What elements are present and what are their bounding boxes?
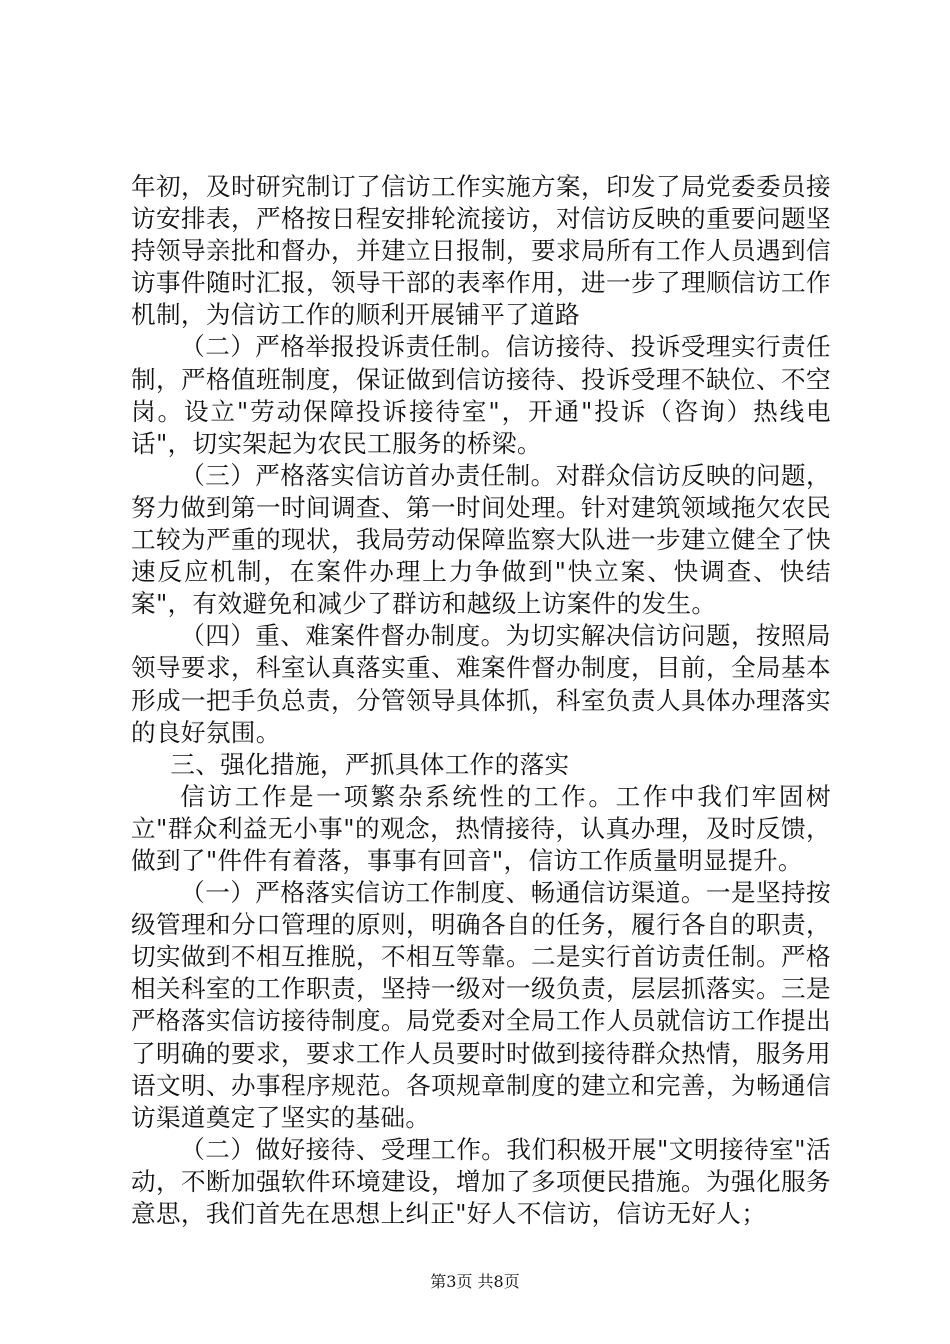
paragraph-system-channels: （一）严格落实信访工作制度、畅通信访渠道。一是坚持按级管理和分口管理的原则，明确各自的任务，履行各自的职责，切实做到不相互推脱，不相互等靠。二是实行首访责任制。严格相关科室的工作职责，坚持一级对一级负责，层层抓落实。三是严格落实信访接待制度。局党委对全局工作人员就信访工作提出了明确的要求，要求工作人员要时时做到接待群众热情，服务用语文明、办事程序规范。各项规章制度的建立和完善，为畅通信访渠道奠定了坚实的基础。	[131, 878, 831, 1132]
paragraph-difficult-cases: （四）重、难案件督办制度。为切实解决信访问题，按照局领导要求，科室认真落实重、难案件督办制度，目前，全局基本形成一把手负总责，分管领导具体抓，科室负责人具体办理落实的良好氛围。	[131, 621, 831, 747]
paragraph-reception: （二）做好接待、受理工作。我们积极开展"文明接待室"活动，不断加强软件环境建设，增加了多项便民措施。为强化服务意思，我们首先在思想上纠正"好人不信访，信访无好人；	[131, 1134, 831, 1228]
page-number-label: 第3页 共8页	[430, 1272, 520, 1291]
section-heading: 三、强化措施，严抓具体工作的落实	[170, 749, 570, 779]
document-body	[131, 171, 831, 1230]
paragraph-first-handling: （三）严格落实信访首办责任制。对群众信访反映的问题，努力做到第一时间调查、第一时间处理。针对建筑领域拖欠农民工较为严重的现状，我局劳动保障监察大队进一步建立健全了快速反应机制，在案件办理上力争做到"快立案、快调查、快结案"，有效避免和减少了群访和越级上访案件的发生。	[131, 460, 831, 619]
page-footer	[0, 1269, 950, 1292]
paragraph-continuation: 年初，及时研究制订了信访工作实施方案，印发了局党委委员接访安排表，严格按日程安排轮流接访，对信访反映的重要问题坚持领导亲批和督办，并建立日报制，要求局所有工作人员遇到信访事件随时汇报，领导干部的表率作用，进一步了理顺信访工作机制，为信访工作的顺利开展铺平了道路	[131, 172, 831, 330]
paragraph-report-complaint: （二）严格举报投诉责任制。信访接待、投诉受理实行责任制，严格值班制度，保证做到信访接待、投诉受理不缺位、不空岗。设立"劳动保障投诉接待室"，开通"投诉（咨询）热线电话"，切实架起为农民工服务的桥梁。	[131, 332, 831, 458]
paragraph-intro: 信访工作是一项繁杂系统性的工作。工作中我们牢固树立"群众利益无小事"的观念，热情接待，认真办理，及时反馈，做到了"件件有着落，事事有回音"，信访工作质量明显提升。	[131, 781, 831, 875]
